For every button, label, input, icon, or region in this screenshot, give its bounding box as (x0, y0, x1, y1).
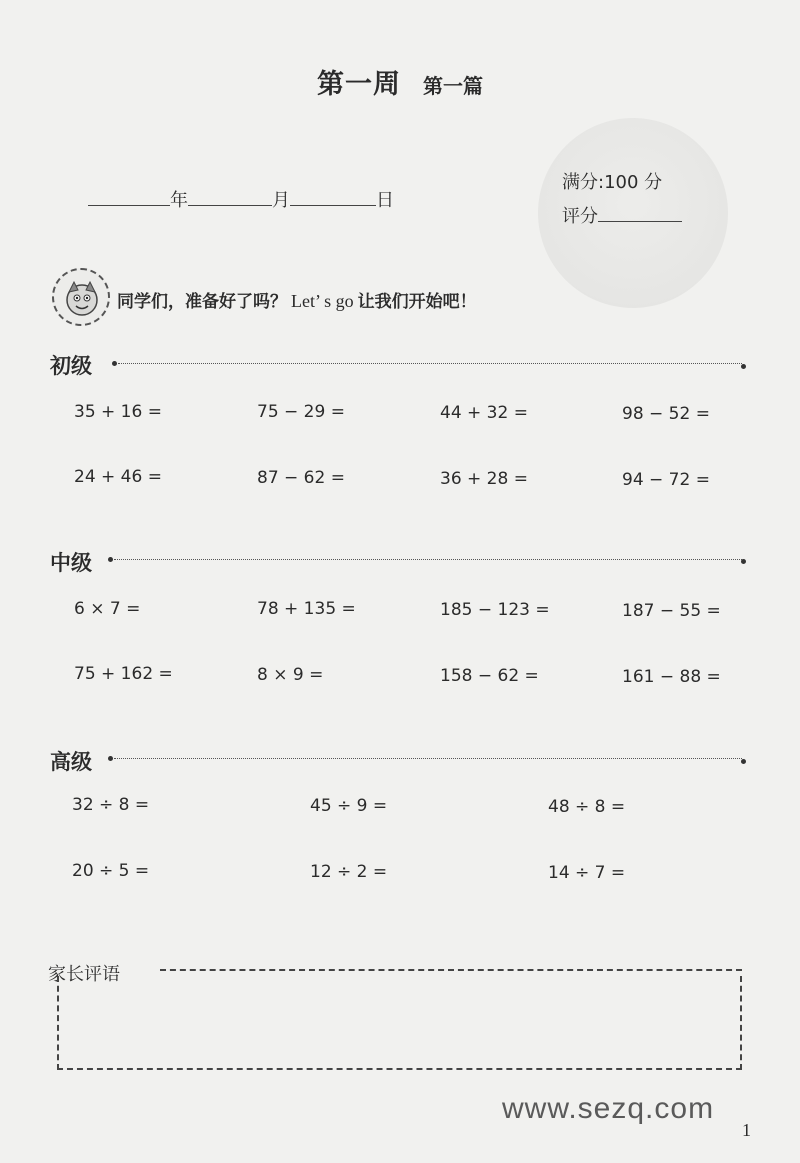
problem: 32 ÷ 8 = (72, 795, 150, 815)
problem: 158 − 62 = (440, 666, 539, 686)
section-title-intermediate: 中级 (50, 551, 92, 575)
problem: 12 ÷ 2 = (310, 862, 388, 882)
problem: 161 − 88 = (622, 667, 721, 687)
grade-blank[interactable] (598, 203, 682, 222)
problem: 75 − 29 = (257, 402, 345, 422)
problem: 35 + 16 = (74, 402, 162, 422)
problem: 6 × 7 = (74, 599, 141, 619)
month-label: 月 (272, 190, 290, 211)
problem: 78 + 135 = (257, 599, 356, 619)
section-title-advanced: 高级 (50, 750, 92, 774)
section-line-end-dot (741, 559, 746, 564)
problem: 36 + 28 = (440, 469, 528, 489)
date-line (88, 186, 394, 212)
problem: 185 − 123 = (440, 600, 550, 620)
greeting-before: 同学们，准备好了吗？ (117, 292, 287, 312)
problem: 20 ÷ 5 = (72, 861, 150, 881)
page-number: 1 (742, 1120, 751, 1140)
problem: 87 − 62 = (257, 468, 345, 488)
mascot-icon (52, 268, 110, 326)
full-score-value: 100 分 (604, 172, 663, 193)
grade-label: 评分 (562, 206, 598, 227)
section-title-beginner: 初级 (50, 354, 92, 378)
problem: 8 × 9 = (257, 665, 324, 685)
section-line-end-dot (741, 364, 746, 369)
score-block (562, 168, 682, 236)
section-line-start-dot (112, 361, 117, 366)
year-label: 年 (170, 190, 188, 211)
section-line (118, 363, 742, 364)
problem: 45 ÷ 9 = (310, 796, 388, 816)
parent-comment-box[interactable] (57, 976, 742, 1070)
page-title (0, 62, 800, 101)
problem: 75 + 162 = (74, 664, 173, 684)
section-line-start-dot (108, 756, 113, 761)
problem: 187 − 55 = (622, 601, 721, 621)
comment-box-top-border (160, 969, 742, 971)
full-score-label: 满分 (562, 172, 598, 193)
problem: 44 + 32 = (440, 403, 528, 423)
problem: 94 − 72 = (622, 470, 710, 490)
site-watermark: www.sezq.com (502, 1092, 715, 1125)
day-label: 日 (376, 190, 394, 211)
section-line (114, 559, 742, 560)
colon-separator: : (598, 172, 605, 193)
greeting-after: 让我们开始吧！ (357, 292, 477, 312)
grade (562, 202, 682, 228)
section-line-start-dot (108, 557, 113, 562)
day-blank[interactable] (290, 187, 376, 206)
greeting-english: Let’ s go (291, 291, 354, 311)
year-blank[interactable] (88, 187, 170, 206)
section-line (114, 758, 742, 759)
problem: 24 + 46 = (74, 467, 162, 487)
parent-comment-label: 家长评语 (48, 964, 120, 985)
problem: 48 ÷ 8 = (548, 797, 626, 817)
lesson-subtitle: 第一篇 (423, 74, 483, 98)
problem: 98 − 52 = (622, 404, 710, 424)
full-score (562, 168, 682, 194)
section-line-end-dot (741, 759, 746, 764)
greeting-text (117, 287, 477, 312)
month-blank[interactable] (188, 187, 272, 206)
problem: 14 ÷ 7 = (548, 863, 626, 883)
week-title: 第一周 (317, 69, 401, 100)
